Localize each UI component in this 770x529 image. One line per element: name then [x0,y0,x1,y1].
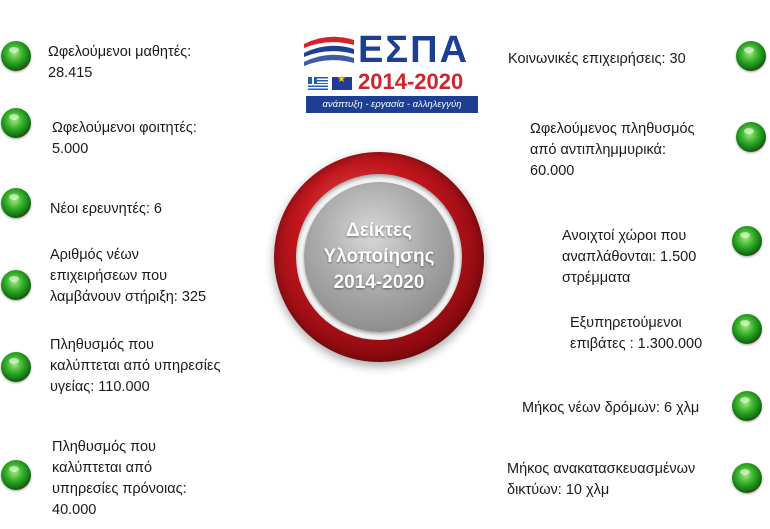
logo-years: 2014-2020 [358,69,464,94]
bullet-icon [736,41,766,71]
indicator-label: Αριθμός νέων επιχειρήσεων που λαμβάνουν στήριξη: 325 [50,247,207,305]
espa-logo [302,30,480,118]
indicator-label: Ωφελούμενοι μαθητές: 28.415 [48,44,192,81]
center-title-line3: 2014-2020 [333,272,425,293]
eu-flag-icon [332,77,352,90]
indicator-label: Κοινωνικές επιχειρήσεις: 30 [508,51,686,67]
bullet-icon [1,41,31,71]
center-title-line2: Υλοποίησης [323,246,435,267]
bullet-icon [1,352,31,382]
logo-swoosh-icon [302,34,356,74]
bullet-icon [1,460,31,490]
bullet-icon [1,270,31,300]
indicator-label: Πληθυσμός που καλύπτεται από υπηρεσίες υγείας: 110.000 [50,337,221,395]
center-disc [304,182,454,332]
bullet-icon [732,391,762,421]
bullet-icon [732,463,762,493]
center-medallion [274,152,484,362]
indicator-label: Ωφελούμενοι φοιτητές: 5.000 [52,120,197,157]
logo-brand: ΕΣΠΑ [358,29,470,71]
bullet-icon [1,108,31,138]
bullet-icon [1,188,31,218]
indicator-label: Μήκος νέων δρόμων: 6 χλμ [522,400,700,416]
indicator-label: Νέοι ερευνητές: 6 [50,201,162,217]
center-title-line1: Δείκτες [346,220,412,241]
indicator-label: Ανοιχτοί χώροι που αναπλάθονται: 1.500 στρέμματα [562,228,697,286]
bullet-icon [736,122,766,152]
logo-tagline: ανάπτυξη - εργασία - αλληλεγγύη [306,96,478,113]
indicator-label: Εξυπηρετούμενοι επιβάτες : 1.300.000 [570,315,703,352]
bullet-icon [732,314,762,344]
indicator-label: Μήκος ανακατασκευασμένων δικτύων: 10 χλμ [507,461,696,498]
greek-flag-icon [308,77,328,90]
bullet-icon [732,226,762,256]
indicator-label: Πληθυσμός που καλύπτεται από υπηρεσίες πρόνοιας: 40.000 [52,439,187,518]
indicator-label: Ωφελούμενος πληθυσμός από αντιπλημμυρικά: 60.000 [530,121,695,179]
